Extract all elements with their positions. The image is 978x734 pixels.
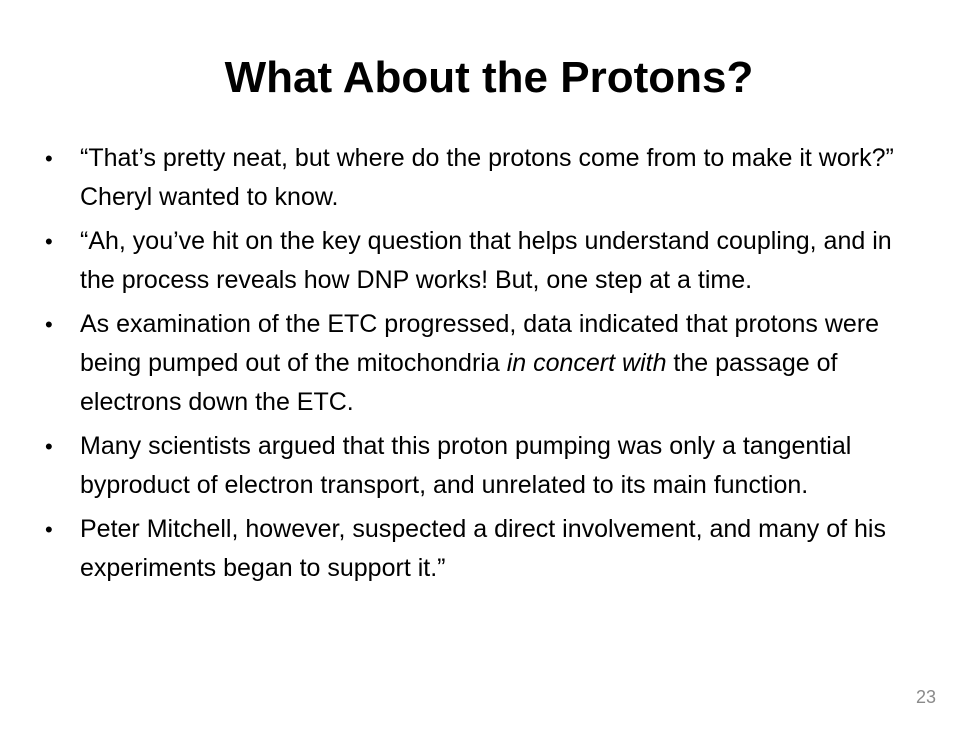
bullet-item-2 bbox=[40, 222, 932, 300]
page-number: 23 bbox=[915, 687, 936, 707]
bullet-dot-icon: • bbox=[45, 146, 53, 171]
bullet-text-part: the passage of electrons down the ETC. bbox=[80, 349, 838, 416]
bullet-text: “That’s pretty neat, but where do the protons come from to make it work?” Cheryl wanted to know. bbox=[80, 144, 894, 211]
bullet-text bbox=[80, 310, 879, 416]
bullet-text: “Ah, you’ve hit on the key question that helps understand coupling, and in the process reveals how DNP works! But, one step at a time. bbox=[80, 227, 892, 294]
bullet-item-3 bbox=[40, 305, 932, 422]
bullet-list bbox=[40, 139, 932, 593]
bullet-dot-icon: • bbox=[45, 517, 53, 542]
bullet-text-part: As examination of the ETC progressed, data indicated that protons were being pumped out of the mitochondria bbox=[80, 310, 880, 377]
bullet-dot-icon: • bbox=[45, 434, 53, 459]
bullet-item-5 bbox=[40, 510, 932, 588]
bullet-item-1 bbox=[40, 139, 932, 217]
slide-title: What About the Protons? bbox=[224, 53, 754, 102]
bullet-item-4 bbox=[40, 427, 932, 505]
bullet-dot-icon: • bbox=[45, 312, 53, 337]
bullet-text: Many scientists argued that this proton pumping was only a tangential byproduct of electron transport, and unrelated to its main function. bbox=[80, 432, 852, 499]
bullet-dot-icon: • bbox=[45, 229, 53, 254]
bullet-text-italic: in concert with bbox=[506, 349, 667, 377]
bullet-text: Peter Mitchell, however, suspected a direct involvement, and many of his experiments began to support it.” bbox=[80, 515, 886, 582]
